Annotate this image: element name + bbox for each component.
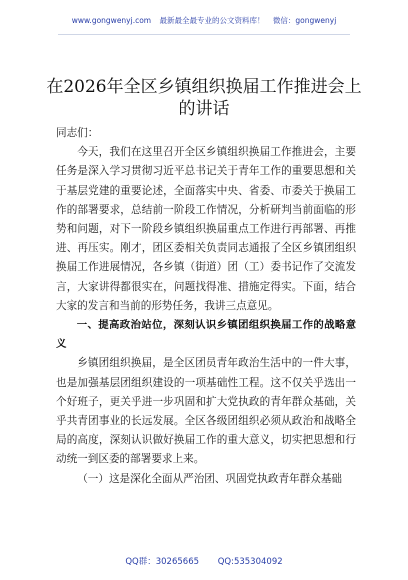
document-title: 在2026年全区乡镇组织换届工作推进会上的讲话 xyxy=(46,77,362,119)
wechat-contact: 微信：gongwenyj xyxy=(272,16,337,25)
salutation: 同志们： xyxy=(56,127,99,139)
paragraph-section-1: 乡镇团组织换届，是全区团员青年政治生活中的一件大事，也是加强基层团组织建设的一项基础性工程。这不仅关乎选出一个好班子，更关乎进一步巩固和扩大党执政的青年群众基础，关乎共青团事业的长远发展。全区各级团组织必须从政治和战略全局的高度，深刻认识做好换届工作的重大意义，切实把思想和行动统一到区委的部署要求上来。 xyxy=(56,357,356,466)
paragraph-subsection-1: （一）这是深化全面从严治团、巩固党执政青年群众基础 xyxy=(77,472,343,485)
site-footer xyxy=(0,555,408,567)
qq-group: QQ群：30265665 xyxy=(125,557,200,567)
document-body xyxy=(56,124,356,489)
section-heading-1: 一、提高政治站位，深刻认识乡镇团组织换届工作的战略意义 xyxy=(56,319,356,351)
site-slogan: 最新最全最专业的公文资料库！ xyxy=(159,16,265,25)
site-url[interactable]: www.gongwenyj.com xyxy=(71,16,152,25)
qq-contact: QQ:535304092 xyxy=(217,557,283,567)
header-divider xyxy=(58,34,350,35)
paragraph-intro: 今天，我们在这里召开全区乡镇组织换届工作推进会，主要任务是深入学习贯彻习近平总书记关于青年工作的重要思想和关于基层党建的重要论述，全面落实中央、省委、市委关于换届工作的部署要求，总结前一阶段工作情况，分析研判当前面临的形势和问题，对下一阶段乡镇组织换届重点工作进行再部署、再推进、再压实。刚才，团区委相关负责同志通报了全区乡镇团组织换届工作进展情况，各乡镇（街道）团（工）委书记作了交流发言，大家讲得都很实在，问题找得准、措施定得实。下面，结合大家的发言和当前的形势任务，我讲三点意见。 xyxy=(56,146,356,312)
site-header xyxy=(0,15,408,26)
